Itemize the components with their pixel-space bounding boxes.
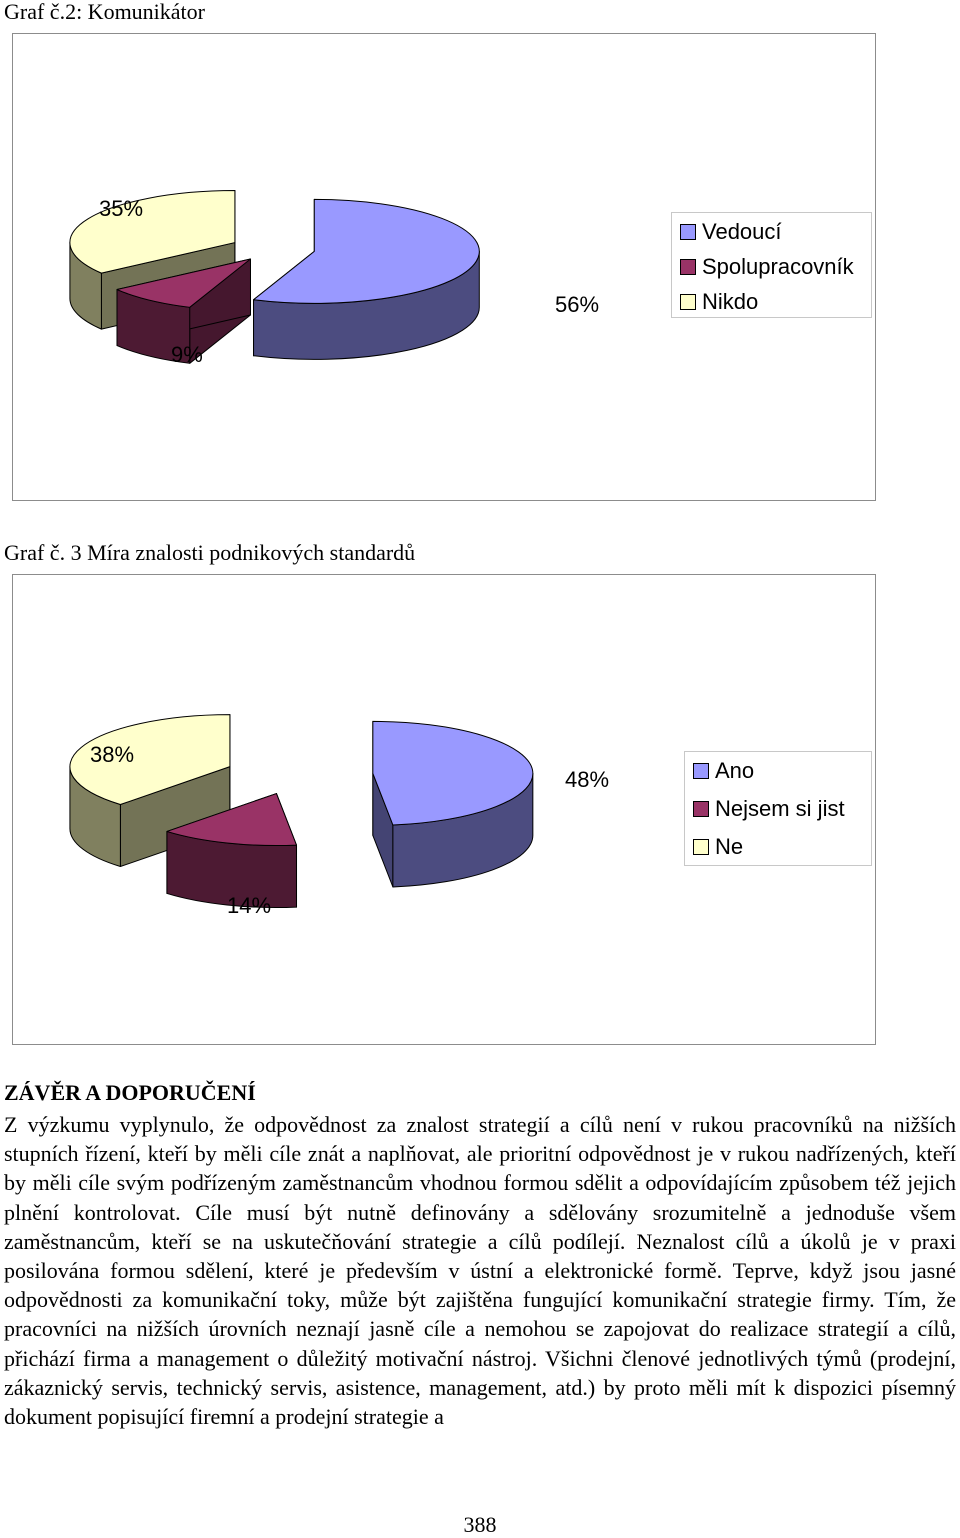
legend-label-spolupracovnik: Spolupracovník bbox=[702, 254, 854, 279]
data-label-nejsem-si-jist: 14% bbox=[227, 893, 272, 918]
page-number: 388 bbox=[463, 1512, 497, 1537]
chart-frame-mira-znalosti bbox=[12, 574, 876, 1045]
legend-label-nejsem-si-jist: Nejsem si jist bbox=[715, 796, 845, 821]
legend-swatch-ano bbox=[693, 763, 709, 779]
legend-item-nejsem-si-jist bbox=[693, 796, 845, 822]
legend-item-ne bbox=[693, 834, 743, 860]
legend-swatch-ne bbox=[693, 839, 709, 855]
legend-label-nikdo: Nikdo bbox=[702, 289, 759, 314]
chart-caption-komunikator: Graf č.2: Komunikátor bbox=[4, 0, 205, 24]
legend-swatch-nikdo bbox=[680, 294, 696, 310]
data-label-vedouci: 56% bbox=[555, 292, 600, 317]
pie-slice-ano bbox=[373, 721, 533, 887]
legend-item-vedouci bbox=[680, 219, 782, 245]
legend-label-ne: Ne bbox=[715, 834, 744, 859]
legend-item-spolupracovnik bbox=[680, 254, 854, 280]
legend-swatch-spolupracovnik bbox=[680, 259, 696, 275]
data-label-ne: 38% bbox=[90, 742, 135, 767]
section-heading: ZÁVĚR A DOPORUČENÍ bbox=[4, 1080, 256, 1105]
pie-slice-vedouci bbox=[254, 199, 480, 359]
legend-item-ano bbox=[693, 758, 754, 784]
legend-swatch-nejsem-si-jist bbox=[693, 801, 709, 817]
data-label-spolupracovnik: 9% bbox=[171, 342, 203, 367]
legend-label-ano: Ano bbox=[715, 758, 755, 783]
data-label-ano: 48% bbox=[565, 767, 610, 792]
chart-legend-mira-znalosti bbox=[684, 751, 872, 866]
chart-caption-mira-znalosti: Graf č. 3 Míra znalosti podnikových standardů bbox=[4, 540, 416, 565]
chart-legend-komunikator bbox=[671, 212, 872, 318]
legend-swatch-vedouci bbox=[680, 224, 696, 240]
legend-item-nikdo bbox=[680, 289, 758, 315]
data-label-nikdo: 35% bbox=[99, 196, 144, 221]
body-paragraph: Z výzkumu vyplynulo, že odpovědnost za znalost strategií a cílů není v rukou pracovníků na nižších stupních řízení, kteří by měli cíle znát a naplňovat, ale prioritní odpovědnost je v rukou nadřízených, kteří by měli cíle svým podřízeným zaměstnancům vhodnou formou sdělit a odpovídajícím způsobem též jejich plnění kontrolovat. Cíle musí být nutně definovány a sdělovány srozumitelně a jednoduše všem zaměstnancům, kteří se na uskutečňování strategie a cílů podílejí. Neznalost cílů a úkolů je v praxi posilována formou sdělení, které je především v ústní a elektronické formě. Teprve, když jsou jasné odpovědnosti za komunikační toky, může být zajištěna fungující komunikační strategie firmy. Tím, že pracovníci na nižších úrovních neznají jasně cíle a nemohou se zapojovat do realizace strategií a cílů, přichází firma a management o důležitý motivační nástroj. Všichni členové jednotlivých týmů (prodejní, zákaznický servis, technický servis, asistence, management, atd.) by proto měli mít k dispozici písemný dokument popisující firemní a prodejní strategie a bbox=[4, 1112, 956, 1430]
chart-frame-komunikator bbox=[12, 33, 876, 501]
legend-label-vedouci: Vedoucí bbox=[702, 219, 782, 244]
